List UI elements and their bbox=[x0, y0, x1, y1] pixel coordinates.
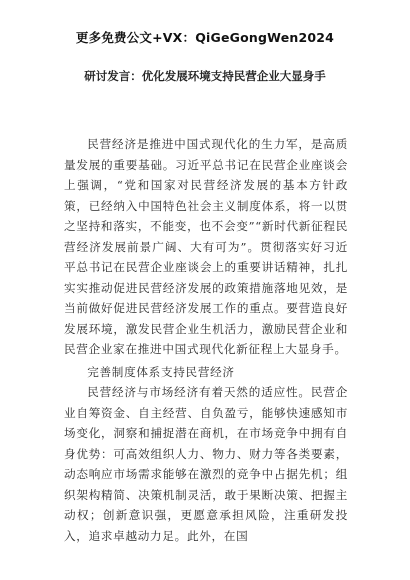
body-paragraph: 民营经济是推进中国式现代化的生力军，是高质量发展的重要基础。习近平总书记在民营企业座谈会上强调，“党和国家对民营经济发展的基本方针政策，已经纳入中国特色社会主义制度体系，将一以贯之坚持和落实，不能变，也不会变”“新时代新征程民营经济发展前景广阔、大有可为”。贯彻落实好习近平总书记在民营企业座谈会上的重要讲话精神，扎扎实实推动促进民营经济发展的政策措施落地见效，是当前做好促进民营经济发展工作的重点。要营造良好发展环境，激发民营企业生机活力，激励民营企业和民营企业家在推进中国式现代化新征程上大显身手。 bbox=[64, 137, 348, 356]
section-heading: 完善制度体系支持民营经济 bbox=[87, 364, 235, 379]
document-body bbox=[64, 134, 348, 546]
document-title: 研讨发言：优化发展环境支持民营企业大显身手 bbox=[84, 69, 326, 83]
body-paragraph: 民营经济与市场经济有着天然的适应性。民营企业自筹资金、自主经营、自负盈亏，能够快速感知市场变化，洞察和捕捉潜在商机，在市场竞争中拥有自身优势：可高效组织人力、物力、财力等各类要素，动态响应市场需求能够在激烈的竞争中占据先机；组织架构精简、决策机制灵活，敢于果断决策、把握主动权；创新意识强，更愿意承担风险，注重研发投入，追求卓越动力足。此外，在国 bbox=[64, 385, 348, 543]
watermark-header: 更多免费公文+VX：QiGeGongWen2024 bbox=[75, 30, 335, 45]
